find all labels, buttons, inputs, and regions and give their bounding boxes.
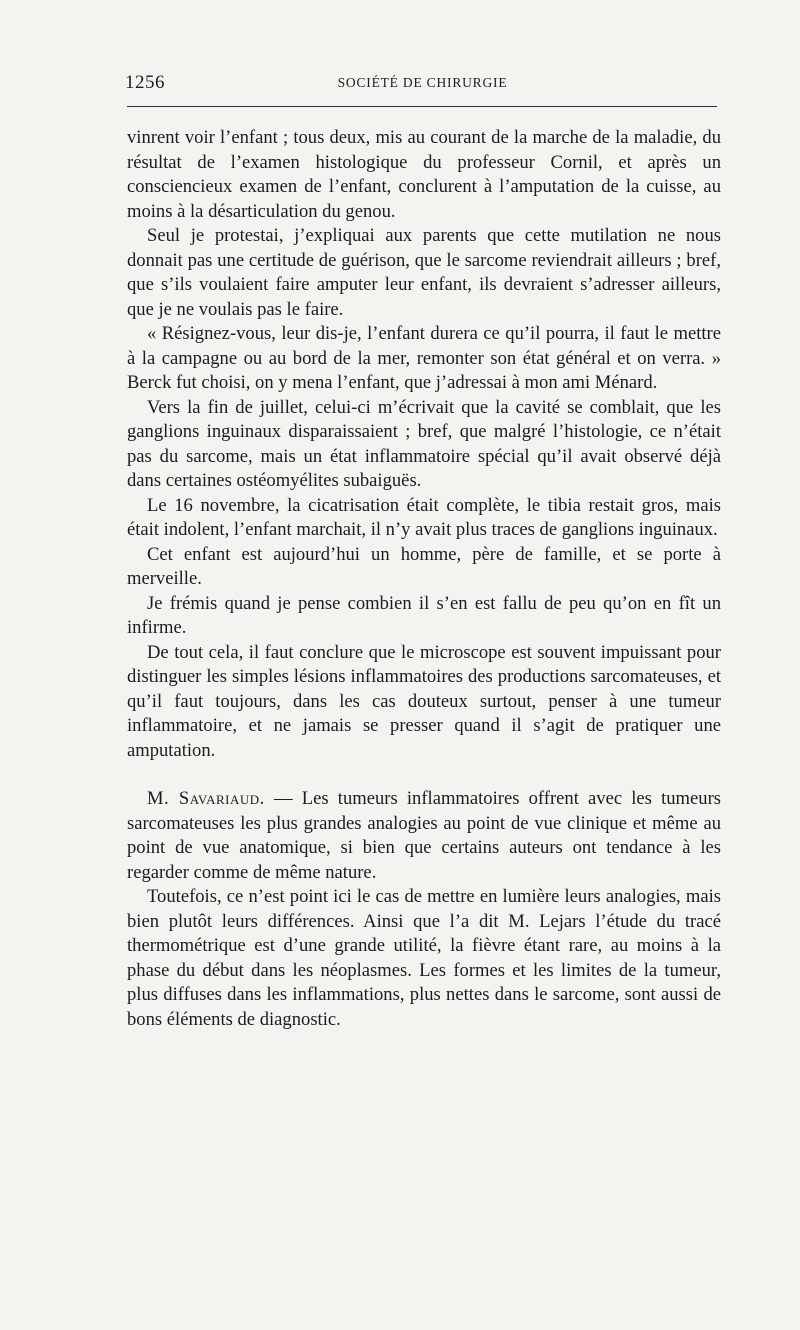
page-header [125,72,720,98]
paragraph: Seul je protestai, j’expliquai aux parents que cette mutilation ne nous donnait pas une certitude de guérison, que le sarcome reviendrait ailleurs ; bref, que s’ils voulaient faire amputer leur enfant, ils devraient s’adresser ailleurs, que je ne voulais pas le faire. [127,225,721,320]
paragraph: Je frémis quand je pense combien il s’en est fallu de peu qu’on en fît un infirme. [127,592,721,638]
paragraph: « Résignez-vous, leur dis-je, l’enfant durera ce qu’il pourra, il faut le mettre à la campagne ou au bord de la mer, remonter son état général et on verra. » Berck fut choisi, on y mena l’enfant, que j’adressai à mon ami Ménard. [127,323,721,393]
paragraph: Le 16 novembre, la cicatrisation était complète, le tibia restait gros, mais était indolent, l’enfant marchait, il n’y avait plus traces de ganglions inguinaux. [127,494,721,540]
speaker-text: — Les tumeurs inflammatoires offrent avec les tumeurs sarcomateuses les plus grandes analogies au point de vue clinique et même au point de vue anatomique, si bien que certains auteurs ont tendance à les regarder comme de même nature. [127,788,721,883]
paragraph: Toutefois, ce n’est point ici le cas de mettre en lumière leurs analogies, mais bien plutôt leurs différences. Ainsi que l’a dit M. Lejars l’étude du tracé thermométrique est d’une grande utilité, la fièvre étant rare, au moins à la phase du début dans les néoplasmes. Les formes et les limites de la tumeur, plus diffuses dans les inflammations, plus nettes dans le sarcome, sont aussi de bons éléments de diagnostic. [127,886,721,1030]
speaker-paragraph [127,787,721,885]
body-text [127,126,721,1032]
header-rule [127,106,717,107]
speaker-name: M. Savariaud. [147,788,265,809]
running-title: SOCIÉTÉ DE CHIRURGIE [337,75,508,90]
paragraph: De tout cela, il faut conclure que le microscope est souvent impuissant pour distinguer les simples lésions inflammatoires des productions sarcomateuses, et qu’il faut toujours, dans les cas douteux surtout, penser à une tumeur inflammatoire, et ne jamais se presser quand il s’agit de pratiquer une amputation. [127,641,721,761]
page-number: 1256 [125,72,165,93]
paragraph: Cet enfant est aujourd’hui un homme, père de famille, et se porte à merveille. [127,543,721,589]
paragraph: vinrent voir l’enfant ; tous deux, mis au courant de la marche de la maladie, du résultat de l’examen histologique du professeur Cornil, et après un consciencieux examen de l’enfant, conclurent à l’amputation de la cuisse, au moins à la désarticulation du genou. [127,127,721,222]
paragraph: Vers la fin de juillet, celui-ci m’écrivait que la cavité se comblait, que les ganglions inguinaux disparaissaient ; bref, que malgré l’histologie, ce n’était pas du sarcome, mais un état inflammatoire spécial qu’il avait observé déjà dans certaines ostéomyélites subaiguës. [127,396,721,491]
